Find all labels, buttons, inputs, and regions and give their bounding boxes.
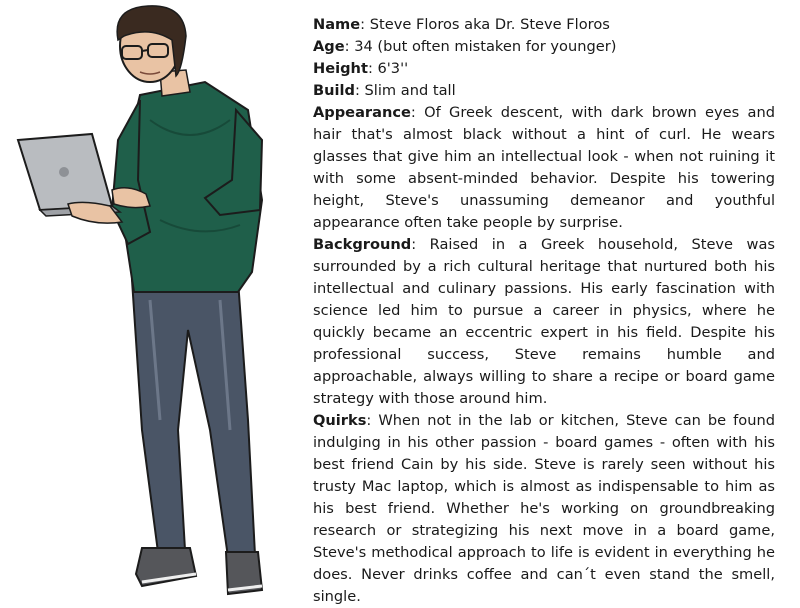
build-label: Build [313,82,355,99]
profile-appearance [313,102,775,234]
quirks-label: Quirks [313,412,367,429]
character-illustration [0,0,300,600]
profile-background [313,234,775,410]
build-value: : Slim and tall [354,82,456,99]
background-label: Background [313,236,412,253]
name-value: : Steve Floros aka Dr. Steve Floros [360,16,610,33]
profile-build [313,80,775,102]
profile-name [313,14,775,36]
name-label: Name [313,16,361,33]
quirks-value: : When not in the lab or kitchen, Steve can be found indulging in his other passion - board games - often with his best friend Cain by his side. Steve is rarely seen without his trusty Mac laptop, which is almost as indispensable to him as his best friend. Whether he's working on groundbreaking research or strategizing his next move in a board game, Steve's methodical approach to life is evident in everything he does. Never drinks coffee and can´t even stand the smell, single. [313,412,775,605]
profile-age [313,36,775,58]
profile-height [313,58,775,80]
height-value: : 6'3'' [367,60,409,77]
man-holding-laptop-illustration [0,0,300,600]
profile-quirks [313,410,775,608]
appearance-value: : Of Greek descent, with dark brown eyes and hair that's almost black without a hint of curl. He wears glasses that give him an intellectual look - when not ruining it with some absent-minded behavior. Despite his towering height, Steve's unassuming demeanor and youthful appearance often take people by surprise. [313,104,775,231]
appearance-label: Appearance [313,104,411,121]
age-label: Age [313,38,345,55]
background-value: : Raised in a Greek household, Steve was surrounded by a rich cultural heritage that nurtured both his intellectual and culinary passions. His early fascination with science led him to pursue a career in physics, where he quickly became an eccentric expert in his field. Despite his professional success, Steve remains humble and approachable, always willing to share a recipe or board game strategy with those around him. [313,236,775,407]
character-profile [313,14,775,608]
height-label: Height [313,60,368,77]
age-value: : 34 (but often mistaken for younger) [344,38,617,55]
